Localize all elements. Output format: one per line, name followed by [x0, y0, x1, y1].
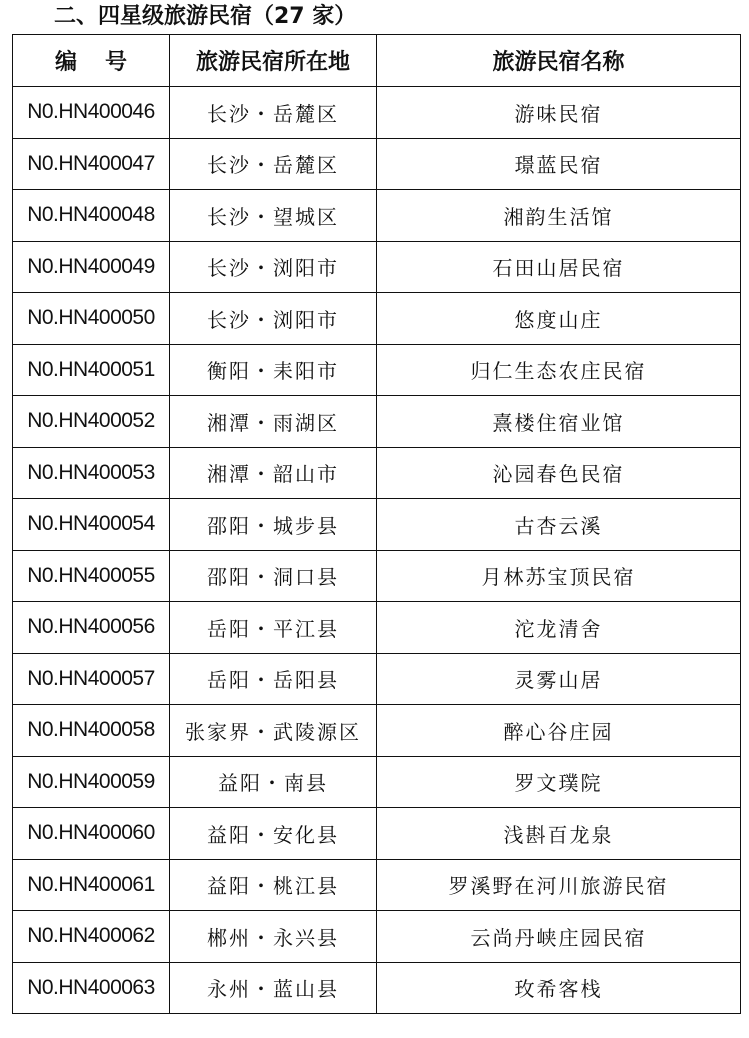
table-header-row — [13, 35, 741, 87]
table-row — [13, 396, 741, 448]
cell-id: N0.HN400059 — [13, 756, 170, 808]
cell-id: N0.HN400061 — [13, 859, 170, 911]
table-row — [13, 499, 741, 551]
cell-id: N0.HN400060 — [13, 808, 170, 860]
cell-location: 衡阳・耒阳市 — [170, 344, 377, 396]
table-row — [13, 190, 741, 242]
cell-name: 归仁生态农庄民宿 — [377, 344, 741, 396]
cell-location: 邵阳・城步县 — [170, 499, 377, 551]
table-row — [13, 808, 741, 860]
cell-name: 玫希客栈 — [377, 962, 741, 1014]
header-id: 编号 — [13, 35, 170, 87]
cell-name: 醉心谷庄园 — [377, 705, 741, 757]
cell-location: 长沙・望城区 — [170, 190, 377, 242]
cell-id: N0.HN400046 — [13, 87, 170, 139]
cell-id: N0.HN400052 — [13, 396, 170, 448]
cell-location: 长沙・浏阳市 — [170, 241, 377, 293]
table-row — [13, 911, 741, 963]
cell-location: 郴州・永兴县 — [170, 911, 377, 963]
cell-location: 益阳・南县 — [170, 756, 377, 808]
table-row — [13, 344, 741, 396]
table-row — [13, 241, 741, 293]
header-name: 旅游民宿名称 — [377, 35, 741, 87]
cell-name: 璟蓝民宿 — [377, 138, 741, 190]
cell-id: N0.HN400058 — [13, 705, 170, 757]
table-row — [13, 602, 741, 654]
cell-name: 沱龙清舍 — [377, 602, 741, 654]
cell-id: N0.HN400063 — [13, 962, 170, 1014]
cell-location: 湘潭・雨湖区 — [170, 396, 377, 448]
cell-location: 益阳・安化县 — [170, 808, 377, 860]
cell-name: 罗溪野在河川旅游民宿 — [377, 859, 741, 911]
header-location: 旅游民宿所在地 — [170, 35, 377, 87]
cell-id: N0.HN400062 — [13, 911, 170, 963]
cell-name: 熹楼住宿业馆 — [377, 396, 741, 448]
cell-name: 游味民宿 — [377, 87, 741, 139]
cell-location: 邵阳・洞口县 — [170, 550, 377, 602]
table-row — [13, 705, 741, 757]
cell-id: N0.HN400054 — [13, 499, 170, 551]
cell-name: 沁园春色民宿 — [377, 447, 741, 499]
cell-id: N0.HN400047 — [13, 138, 170, 190]
table-row — [13, 859, 741, 911]
cell-location: 长沙・岳麓区 — [170, 87, 377, 139]
cell-location: 长沙・岳麓区 — [170, 138, 377, 190]
cell-name: 月林苏宝顶民宿 — [377, 550, 741, 602]
cell-id: N0.HN400057 — [13, 653, 170, 705]
cell-name: 浅斟百龙泉 — [377, 808, 741, 860]
cell-id: N0.HN400048 — [13, 190, 170, 242]
cell-id: N0.HN400049 — [13, 241, 170, 293]
table-row — [13, 293, 741, 345]
table-row — [13, 550, 741, 602]
cell-name: 悠度山庄 — [377, 293, 741, 345]
cell-location: 长沙・浏阳市 — [170, 293, 377, 345]
cell-location: 永州・蓝山县 — [170, 962, 377, 1014]
cell-id: N0.HN400050 — [13, 293, 170, 345]
table-body — [13, 87, 741, 1014]
cell-location: 益阳・桃江县 — [170, 859, 377, 911]
table-row — [13, 653, 741, 705]
table-row — [13, 138, 741, 190]
table-row — [13, 447, 741, 499]
cell-name: 灵雾山居 — [377, 653, 741, 705]
cell-id: N0.HN400053 — [13, 447, 170, 499]
section-title: 二、四星级旅游民宿（27 家） — [54, 4, 357, 29]
cell-location: 岳阳・岳阳县 — [170, 653, 377, 705]
table-row — [13, 962, 741, 1014]
cell-location: 湘潭・韶山市 — [170, 447, 377, 499]
cell-location: 岳阳・平江县 — [170, 602, 377, 654]
cell-id: N0.HN400051 — [13, 344, 170, 396]
cell-name: 云尚丹峡庄园民宿 — [377, 911, 741, 963]
cell-id: N0.HN400055 — [13, 550, 170, 602]
cell-id: N0.HN400056 — [13, 602, 170, 654]
homestay-table — [12, 34, 741, 1014]
cell-location: 张家界・武陵源区 — [170, 705, 377, 757]
cell-name: 罗文璞院 — [377, 756, 741, 808]
cell-name: 湘韵生活馆 — [377, 190, 741, 242]
cell-name: 石田山居民宿 — [377, 241, 741, 293]
table-row — [13, 87, 741, 139]
table-row — [13, 756, 741, 808]
cell-name: 古杏云溪 — [377, 499, 741, 551]
